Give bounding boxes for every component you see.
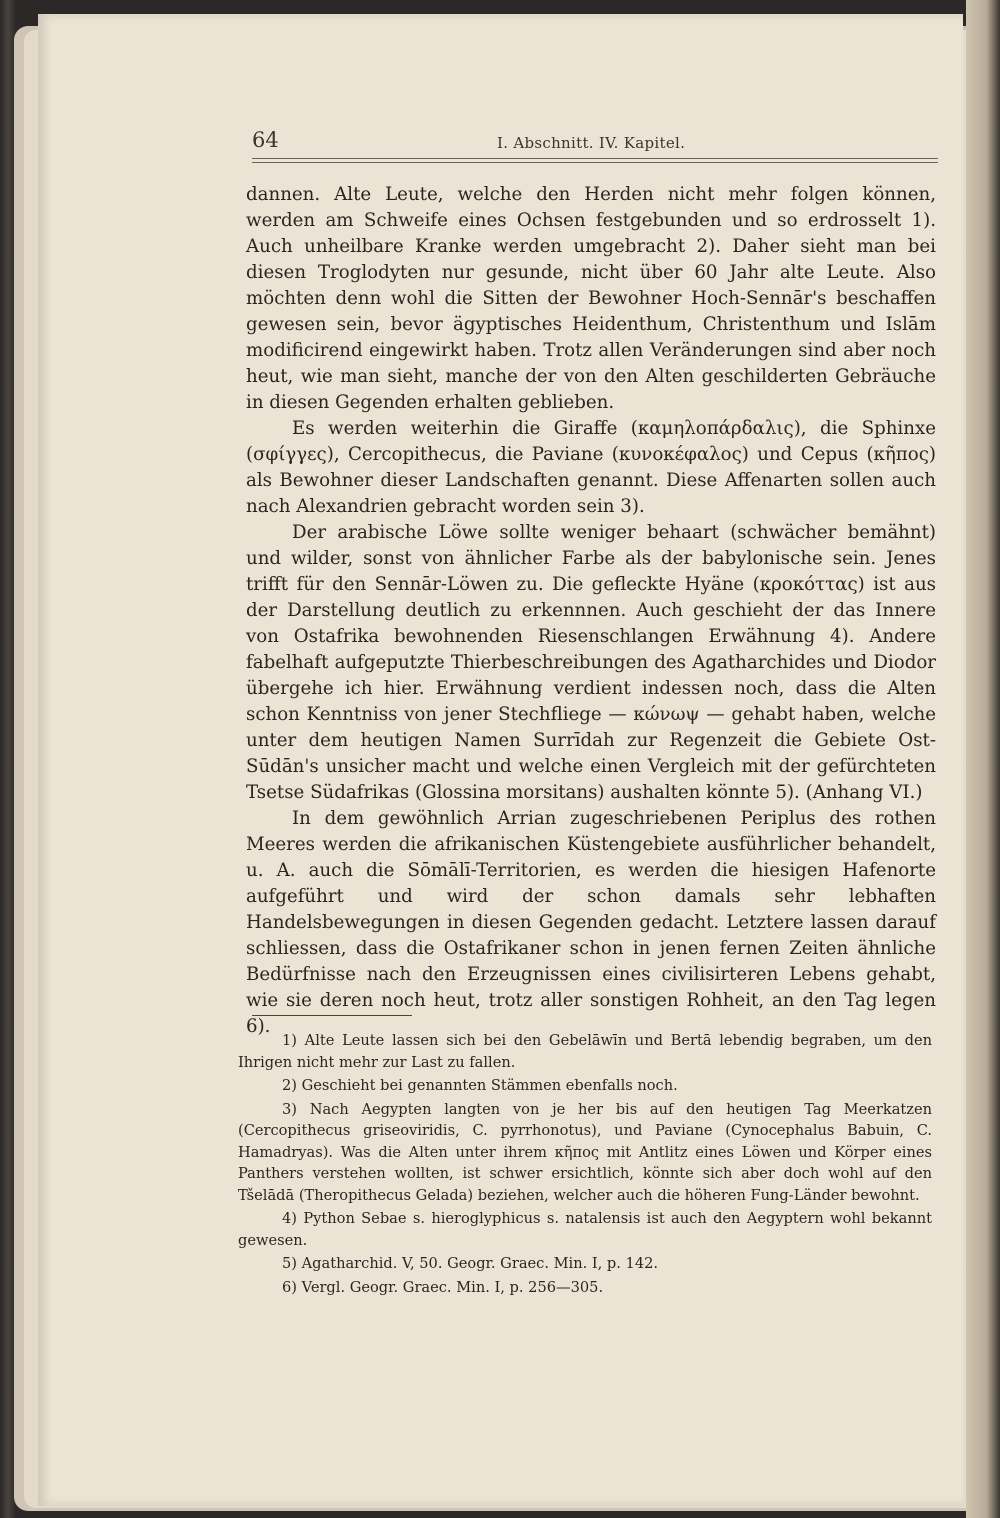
header-rule [252, 158, 938, 159]
footnote: 1) Alte Leute lassen sich bei den Gebelāwīn und Bertā lebendig begraben, um den Ihrigen nicht mehr zur Last zu fallen. [238, 1032, 932, 1071]
running-title: I. Abschnitt. IV. Kapitel. [497, 134, 686, 152]
main-text [246, 182, 936, 1040]
paragraph: Der arabische Löwe sollte weniger behaart (schwächer bemähnt) und wilder, sonst von ähnlicher Farbe als der babylonische sein. Jenes trifft für den Sennār-Löwen zu. Die gefleckte Hyäne (κροκόττας) ist aus der Darstellung deutlich zu erkennnen. Auch geschieht der das Innere von Ostafrika bewohnenden Riesenschlangen Erwähnung 4). Andere fabelhaft aufgeputzte Thierbeschreibungen des Agatharchides und Diodor übergehe ich hier. Erwähnung verdient indessen noch, dass die Alten schon Kenntniss von jener Stechfliege — κώνωψ — gehabt haben, welche unter dem heutigen Namen Surrīdah zur Regenzeit die Gebiete Ost-Sūdān's unsicher macht und welche einen Vergleich mit der gefürchteten Tsetse Südafrikas (Glossina morsitans) aushalten könnte 5). (Anhang VI.) [246, 522, 936, 803]
paragraph: dannen. Alte Leute, welche den Herden nicht mehr folgen können, werden am Schweife eines Ochsen festgebunden und so erdrosselt 1). Auch unheilbare Kranke werden umgebracht 2). Daher sieht man bei diesen Troglodyten nur gesunde, nicht über 60 Jahr alte Leute. Also möchten denn wohl die Sitten der Bewohner Hoch-Sennār's beschaffen gewesen sein, bevor ägyptisches Heidenthum, Christenthum und Islām modificirend eingewirkt haben. Trotz allen Veränderungen sind aber noch heut, wie man sieht, manche der von den Alten geschilderten Gebräuche in diesen Gegenden erhalten geblieben. [246, 184, 936, 413]
page-number: 64 [252, 128, 279, 152]
footnote-separator [252, 1015, 412, 1016]
footnote: 3) Nach Aegypten langten von je her bis auf den heutigen Tag Meerkatzen (Cercopithecus griseoviridis, C. pyrrhonotus), und Paviane (Cynocephalus Babuin, C. Hamadryas). Was die Alten unter ihrem κῆπος mit Antlitz eines Löwen und Körper eines Panthers verstehen wollten, ist schwer ersichtlich, könnte sich aber doch wohl auf den Tšelādā (Theropithecus Gelada) beziehen, welcher auch die höheren Fung-Länder bewohnt. [238, 1100, 932, 1204]
footnotes [238, 1030, 932, 1300]
paragraph: In dem gewöhnlich Arrian zugeschriebenen Periplus des rothen Meeres werden die afrikanischen Küstengebiete ausführlicher behandelt, u. A. auch die Sōmālī-Territorien, es werden die hiesigen Hafenorte aufgeführt und wird der schon damals sehr lebhaften Handelsbewegungen in diesen Gegenden gedacht. Letztere lassen darauf schliessen, dass die Ostafrikaner schon in jenen fernen Zeiten ähnliche Bedürfnisse nach den Erzeugnissen eines civilisirteren Lebens gehabt, wie sie deren noch heut, trotz aller sonstigen Rohheit, an den Tag legen 6). [246, 808, 936, 1037]
footnote: 4) Python Sebae s. hieroglyphicus s. natalensis ist auch den Aegyptern wohl bekannt gewesen. [238, 1210, 932, 1249]
header-rule-double [252, 162, 938, 163]
book-edge [966, 0, 1000, 1518]
footnote: 6) Vergl. Geogr. Graec. Min. I, p. 256—305. [282, 1278, 604, 1296]
footnote: 5) Agatharchid. V, 50. Geogr. Graec. Min. I, p. 142. [282, 1255, 659, 1272]
page-header [252, 128, 938, 162]
paragraph: Es werden weiterhin die Giraffe (καμηλοπάρδαλις), die Sphinxe (σφίγγες), Cercopithecus, die Paviane (κυνοκέφαλος) und Cepus (κῆπος) als Bewohner dieser Landschaften genannt. Diese Affenarten sollen auch nach Alexandrien gebracht worden sein 3). [246, 418, 936, 517]
footnote: 2) Geschieht bei genannten Stämmen ebenfalls noch. [282, 1077, 678, 1094]
